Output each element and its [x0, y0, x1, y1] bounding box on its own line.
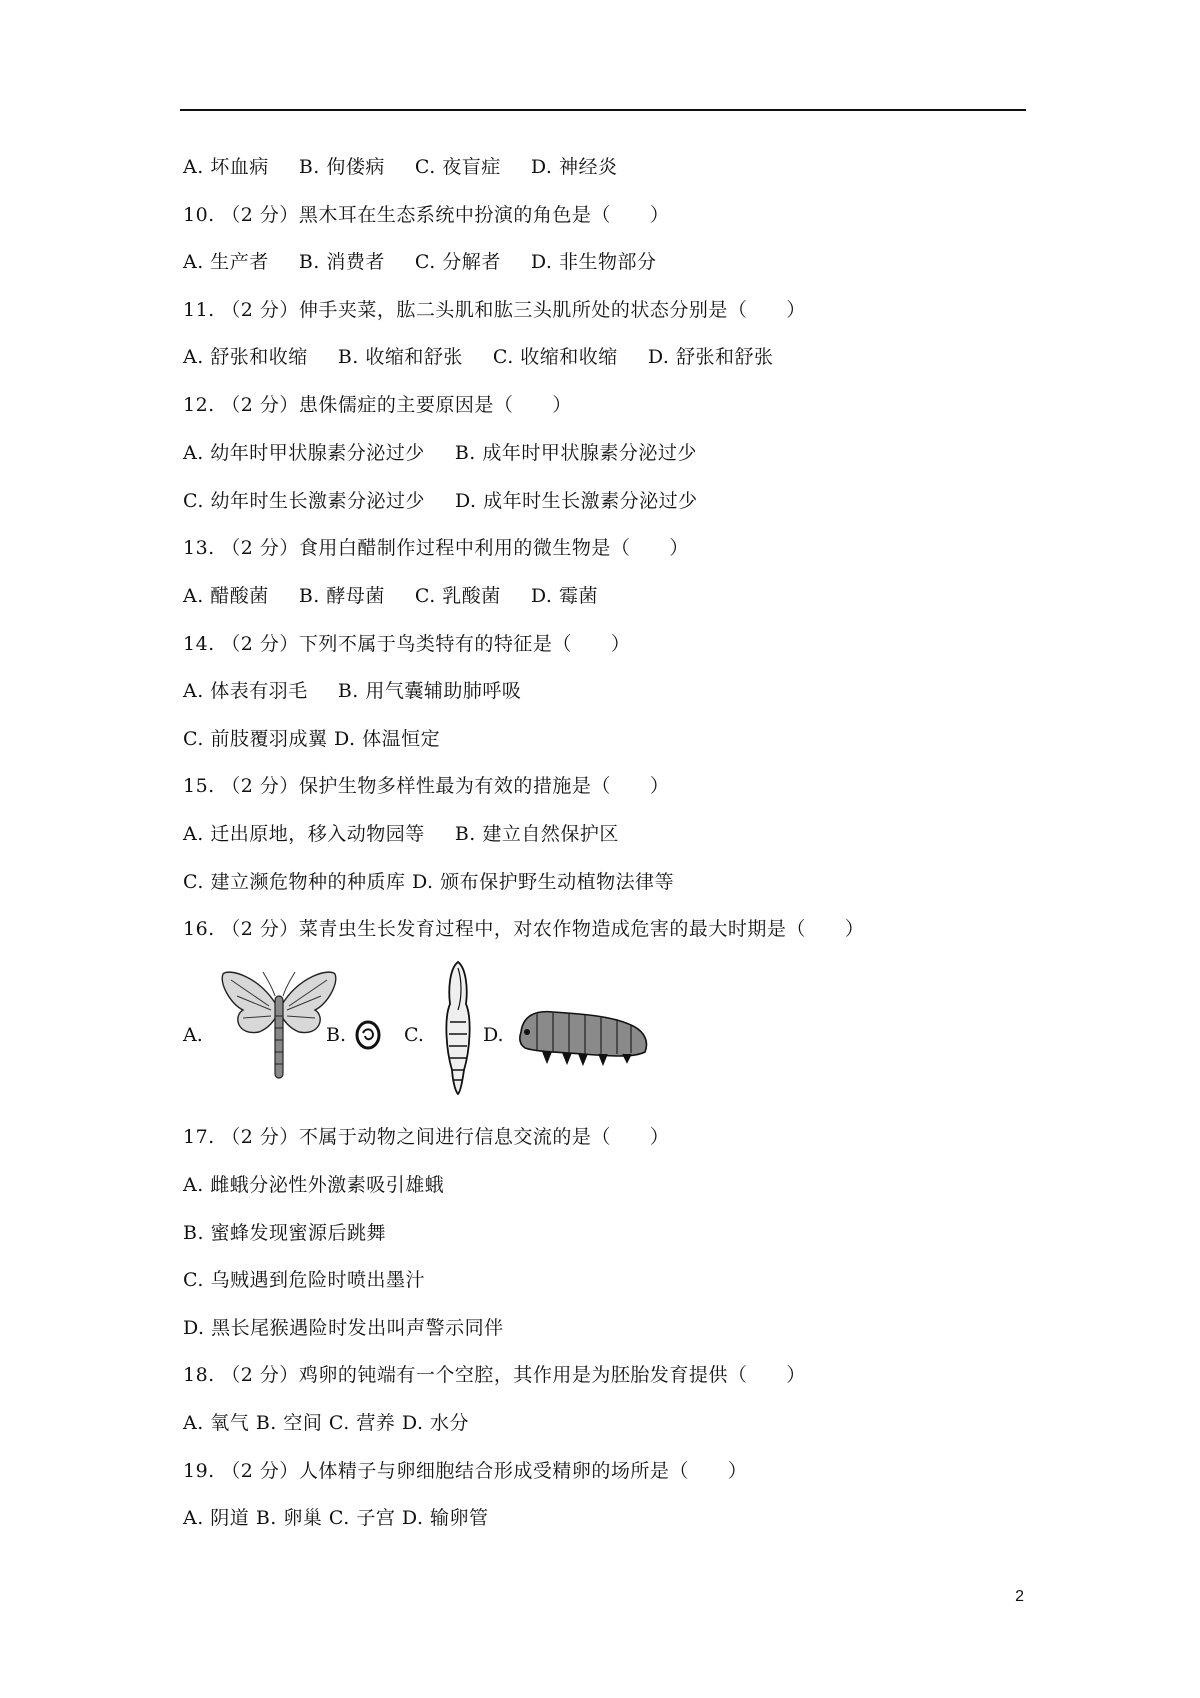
option-text: A. 阴道 B. 卵巢 C. 子宫 D. 输卵管	[183, 1507, 489, 1529]
options-line	[183, 440, 727, 466]
answer-option: A. 迁出原地，移入动物园等	[183, 823, 425, 845]
answer-option: A. 舒张和收缩	[183, 346, 308, 368]
answer-option: A. 坏血病	[183, 156, 269, 178]
options-line	[183, 344, 803, 370]
question-stem: 14. （2 分）下列不属于鸟类特有的特征是（ ）	[183, 633, 631, 655]
options-line	[183, 154, 647, 180]
q16-figure-row	[183, 956, 743, 1096]
option-text: A. 雌蛾分泌性外激素吸引雄蛾	[183, 1174, 445, 1196]
egg-icon	[353, 1018, 383, 1052]
header-rule	[180, 109, 1026, 111]
answer-option: C. 分解者	[414, 251, 501, 273]
question-stem: 17. （2 分）不属于动物之间进行信息交流的是（ ）	[183, 1126, 670, 1148]
answer-option: B. 消费者	[298, 251, 385, 273]
answer-option: D. 霉菌	[530, 585, 598, 607]
option-text: B. 蜜蜂发现蜜源后跳舞	[183, 1222, 387, 1244]
question-stem: 12. （2 分）患侏儒症的主要原因是（ ）	[183, 394, 572, 416]
answer-option: A. 体表有羽毛	[183, 680, 308, 702]
answer-option: B. 建立自然保护区	[454, 823, 619, 845]
answer-option: C. 收缩和收缩	[492, 346, 618, 368]
pupa-icon	[438, 958, 478, 1098]
larva-caterpillar-icon	[513, 998, 653, 1070]
answer-option: C. 乳酸菌	[414, 585, 501, 607]
answer-option: A. 生产者	[183, 251, 269, 273]
answer-option: D. 成年时生长激素分泌过少	[454, 490, 698, 512]
option-text: C. 乌贼遇到危险时喷出墨汁	[183, 1269, 425, 1291]
options-line	[183, 583, 628, 609]
page-number: 2	[1015, 1588, 1024, 1605]
answer-option: A. 醋酸菌	[183, 585, 269, 607]
answer-option: D. 非生物部分	[530, 251, 657, 273]
q16-label-c: C.	[404, 1024, 424, 1046]
option-text: C. 建立濒危物种的种质库 D. 颁布保护野生动植物法律等	[183, 871, 675, 893]
answer-option: D. 神经炎	[530, 156, 618, 178]
answer-option: A. 幼年时甲状腺素分泌过少	[183, 442, 425, 464]
answer-option: B. 酵母菌	[298, 585, 385, 607]
answer-option: B. 成年时甲状腺素分泌过少	[454, 442, 697, 464]
answer-option: C. 夜盲症	[414, 156, 501, 178]
answer-option: D. 舒张和舒张	[647, 346, 774, 368]
options-line	[183, 678, 551, 704]
question-stem: 11. （2 分）伸手夹菜，肱二头肌和肱三头肌所处的状态分别是（ ）	[183, 299, 806, 321]
option-text: D. 黑长尾猴遇险时发出叫声警示同伴	[183, 1317, 504, 1339]
option-text: A. 氧气 B. 空间 C. 营养 D. 水分	[183, 1412, 470, 1434]
options-line	[183, 249, 686, 275]
answer-option: C. 幼年时生长激素分泌过少	[183, 490, 425, 512]
options-line	[183, 488, 728, 514]
question-stem: 10. （2 分）黑木耳在生态系统中扮演的角色是（ ）	[183, 204, 670, 226]
q16-label-b: B.	[326, 1024, 347, 1046]
answer-option: B. 佝偻病	[298, 156, 385, 178]
option-text: C. 前肢覆羽成翼 D. 体温恒定	[183, 728, 441, 750]
question-stem: 13. （2 分）食用白醋制作过程中利用的微生物是（ ）	[183, 537, 689, 559]
answer-option: B. 收缩和舒张	[337, 346, 463, 368]
question-stem: 18. （2 分）鸡卵的钝端有一个空腔，其作用是为胚胎发育提供（ ）	[183, 1364, 806, 1386]
options-line	[183, 821, 649, 847]
question-stem: 16. （2 分）菜青虫生长发育过程中，对农作物造成危害的最大时期是（ ）	[183, 918, 865, 940]
q16-label-a: A.	[183, 1024, 203, 1046]
answer-option: B. 用气囊辅助肺呼吸	[337, 680, 522, 702]
butterfly-adult-icon	[219, 966, 339, 1084]
question-stem: 19. （2 分）人体精子与卵细胞结合形成受精卵的场所是（ ）	[183, 1460, 748, 1482]
q16-label-d: D.	[483, 1024, 504, 1046]
question-stem: 15. （2 分）保护生物多样性最为有效的措施是（ ）	[183, 775, 670, 797]
